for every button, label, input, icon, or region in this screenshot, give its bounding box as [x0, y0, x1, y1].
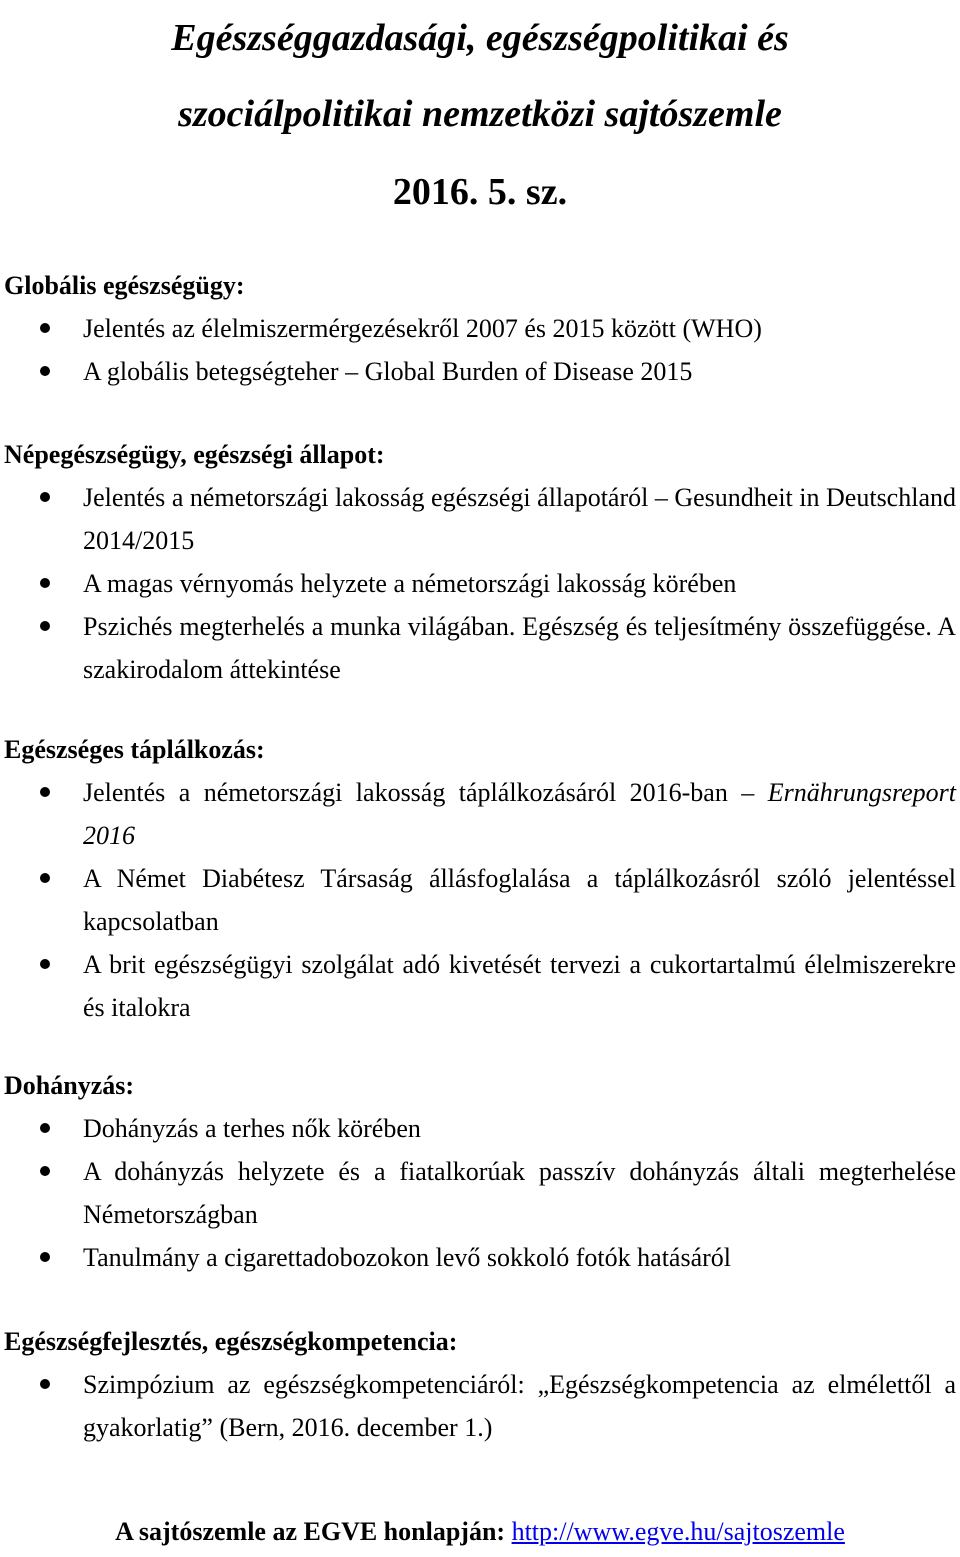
list-item-italic-text: Ernährungsreport 2016	[83, 778, 957, 850]
section-item-list	[0, 307, 960, 393]
list-item	[0, 1150, 960, 1236]
list-item-text: A brit egészségügyi szolgálat adó kivetését tervezi a cukortartalmú élelmiszerekre és italokra	[83, 950, 956, 1022]
list-item-text: Jelentés a németországi lakosság egészségi állapotáról – Gesundheit in Deutschland 2014/2015	[83, 483, 956, 555]
list-item-text: Tanulmány a cigarettadobozokon levő sokkoló fotók hatásáról	[83, 1243, 731, 1272]
bullet-icon	[40, 323, 50, 333]
list-item	[0, 1107, 960, 1150]
footer	[0, 1512, 960, 1552]
section-healthy-nutrition	[0, 728, 960, 1029]
section-item-list	[0, 476, 960, 691]
document-title-line-2: szociálpolitikai nemzetközi sajtószemle	[178, 93, 782, 135]
list-item-text: A Német Diabétesz Társaság állásfoglalása a táplálkozásról szóló jelentéssel kapcsolatban	[83, 864, 956, 936]
footer-label: A sajtószemle az EGVE honlapján:	[115, 1517, 506, 1546]
list-item-text: A magas vérnyomás helyzete a németországi lakosság körében	[83, 569, 737, 598]
section-global-health	[0, 264, 960, 393]
section-heading: Egészségfejlesztés, egészségkompetencia:	[4, 1327, 458, 1356]
bullet-icon	[40, 959, 50, 969]
issue-number: 2016. 5. sz.	[392, 171, 568, 213]
bullet-icon	[40, 621, 50, 631]
document-title-line-1: Egészséggazdasági, egészségpolitikai és	[171, 17, 789, 59]
bullet-icon	[40, 366, 50, 376]
bullet-icon	[40, 1379, 50, 1389]
section-heading: Dohányzás:	[4, 1071, 135, 1100]
section-smoking	[0, 1064, 960, 1279]
list-item	[0, 943, 960, 1029]
list-item	[0, 605, 960, 691]
bullet-icon	[40, 1166, 50, 1176]
website-link[interactable]: http://www.egve.hu/sajtoszemle	[511, 1517, 845, 1546]
section-heading: Globális egészségügy:	[4, 271, 245, 300]
bullet-icon	[40, 578, 50, 588]
list-item	[0, 1236, 960, 1279]
bullet-icon	[40, 873, 50, 883]
bullet-icon	[40, 1123, 50, 1133]
list-item-text: Jelentés a németországi lakosság táplálkozásáról 2016-ban –	[83, 778, 755, 807]
section-public-health	[0, 433, 960, 691]
list-item-text: Jelentés az élelmiszermérgezésekről 2007 és 2015 között (WHO)	[83, 314, 762, 343]
list-item	[0, 562, 960, 605]
list-item-text: Pszichés megterhelés a munka világában. Egészség és teljesítmény összefüggése. A szakirodalom áttekintése	[83, 612, 956, 684]
list-item	[0, 771, 960, 857]
section-item-list	[0, 771, 960, 1029]
list-item	[0, 857, 960, 943]
list-item-text: A globális betegségteher – Global Burden of Disease 2015	[83, 357, 693, 386]
bullet-icon	[40, 492, 50, 502]
list-item	[0, 1363, 960, 1449]
bullet-icon	[40, 1252, 50, 1262]
list-item	[0, 476, 960, 562]
list-item	[0, 307, 960, 350]
list-item-text: Szimpózium az egészségkompetenciáról: „Egészségkompetencia az elmélettől a gyakorlatig” (Bern, 2016. december 1.)	[83, 1370, 956, 1442]
section-health-promotion	[0, 1320, 960, 1449]
section-item-list	[0, 1107, 960, 1279]
section-item-list	[0, 1363, 960, 1449]
bullet-icon	[40, 787, 50, 797]
section-heading: Népegészségügy, egészségi állapot:	[4, 440, 385, 469]
list-item-text: A dohányzás helyzete és a fiatalkorúak passzív dohányzás általi megterhelése Németországban	[83, 1157, 956, 1229]
list-item	[0, 350, 960, 393]
title-block	[0, 0, 960, 232]
list-item-text: Dohányzás a terhes nők körében	[83, 1114, 421, 1143]
section-heading: Egészséges táplálkozás:	[4, 735, 265, 764]
